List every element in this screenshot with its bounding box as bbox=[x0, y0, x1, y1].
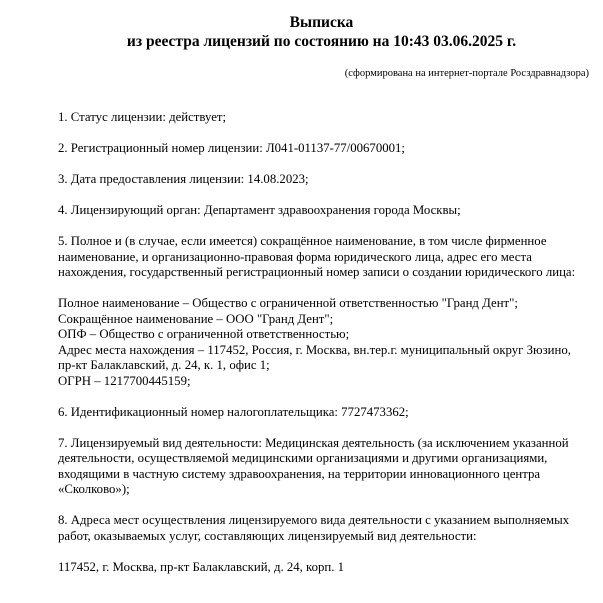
item-line: входящими в частную систему здравоохранения, на территории инновационного центра bbox=[58, 466, 541, 481]
item-line: 8. Адреса мест осуществления лицензируемого вида деятельности с указанием выполняемых bbox=[58, 513, 570, 527]
item-line: 5. Полное и (в случае, если имеется) сокращённое наименование, в том числе фирменное bbox=[58, 234, 547, 248]
item-line: «Сколково»); bbox=[58, 482, 130, 496]
activity-address bbox=[58, 560, 598, 576]
item-organization-heading bbox=[58, 234, 598, 281]
item-line: работ, оказываемых услуг, составляющих лицензируемый вид деятельности: bbox=[58, 528, 477, 543]
item-activity-type bbox=[58, 436, 598, 498]
organization-details bbox=[58, 296, 598, 389]
item-line: деятельности, осуществляемой медицинскими организациями и другими организациями, bbox=[58, 451, 548, 465]
org-ogrn: ОГРН – 1217700445159; bbox=[58, 373, 191, 388]
item-inn bbox=[58, 405, 598, 421]
document-title: Выписка bbox=[289, 14, 354, 31]
document-body bbox=[58, 110, 598, 591]
item-line: 117452, г. Москва, пр-кт Балаклавский, д. 24, корп. 1 bbox=[58, 559, 345, 574]
item-line: наименование, и организационно-правовая форма юридического лица, адрес его места bbox=[58, 249, 532, 264]
item-grant-date bbox=[58, 172, 598, 188]
item-license-status bbox=[58, 110, 598, 126]
item-licensing-authority bbox=[58, 203, 598, 219]
document-subtitle: из реестра лицензий по состоянию на 10:43 03.06.2025 г. bbox=[126, 33, 517, 50]
item-line: 7. Лицензируемый вид деятельности: Медицинская деятельность (за исключением указанной bbox=[58, 435, 569, 450]
item-line: 4. Лицензирующий орган: Департамент здравоохранения города Москвы; bbox=[58, 203, 461, 217]
item-registration-number bbox=[58, 141, 598, 157]
item-activity-addresses bbox=[58, 513, 598, 544]
item-line: 2. Регистрационный номер лицензии: Л041-01137-77/00670001; bbox=[58, 141, 405, 155]
item-line: 6. Идентификационный номер налогоплательщика: 7727473362; bbox=[58, 404, 409, 419]
org-legal-form: ОПФ – Общество с ограниченной ответственностью; bbox=[58, 327, 350, 341]
org-address: Адрес места нахождения – 117452, Россия, г. Москва, вн.тер.г. муниципальный округ Зюзино, bbox=[58, 342, 571, 357]
org-address-cont: пр-кт Балаклавский, д. 24, к. 1, офис 1; bbox=[58, 358, 270, 372]
item-line: 1. Статус лицензии: действует; bbox=[58, 110, 227, 124]
source-note: (сформирована на интернет-портале Росздравнадзора) bbox=[344, 68, 589, 79]
org-short-name: Сокращённое наименование – ООО "Гранд Дент"; bbox=[58, 311, 334, 326]
org-full-name: Полное наименование – Общество с ограниченной ответственностью "Гранд Дент"; bbox=[58, 296, 518, 310]
item-line: нахождения, государственный регистрационный номер записи о создании юридического лица: bbox=[58, 265, 576, 279]
item-line: 3. Дата предоставления лицензии: 14.08.2023; bbox=[58, 172, 309, 186]
